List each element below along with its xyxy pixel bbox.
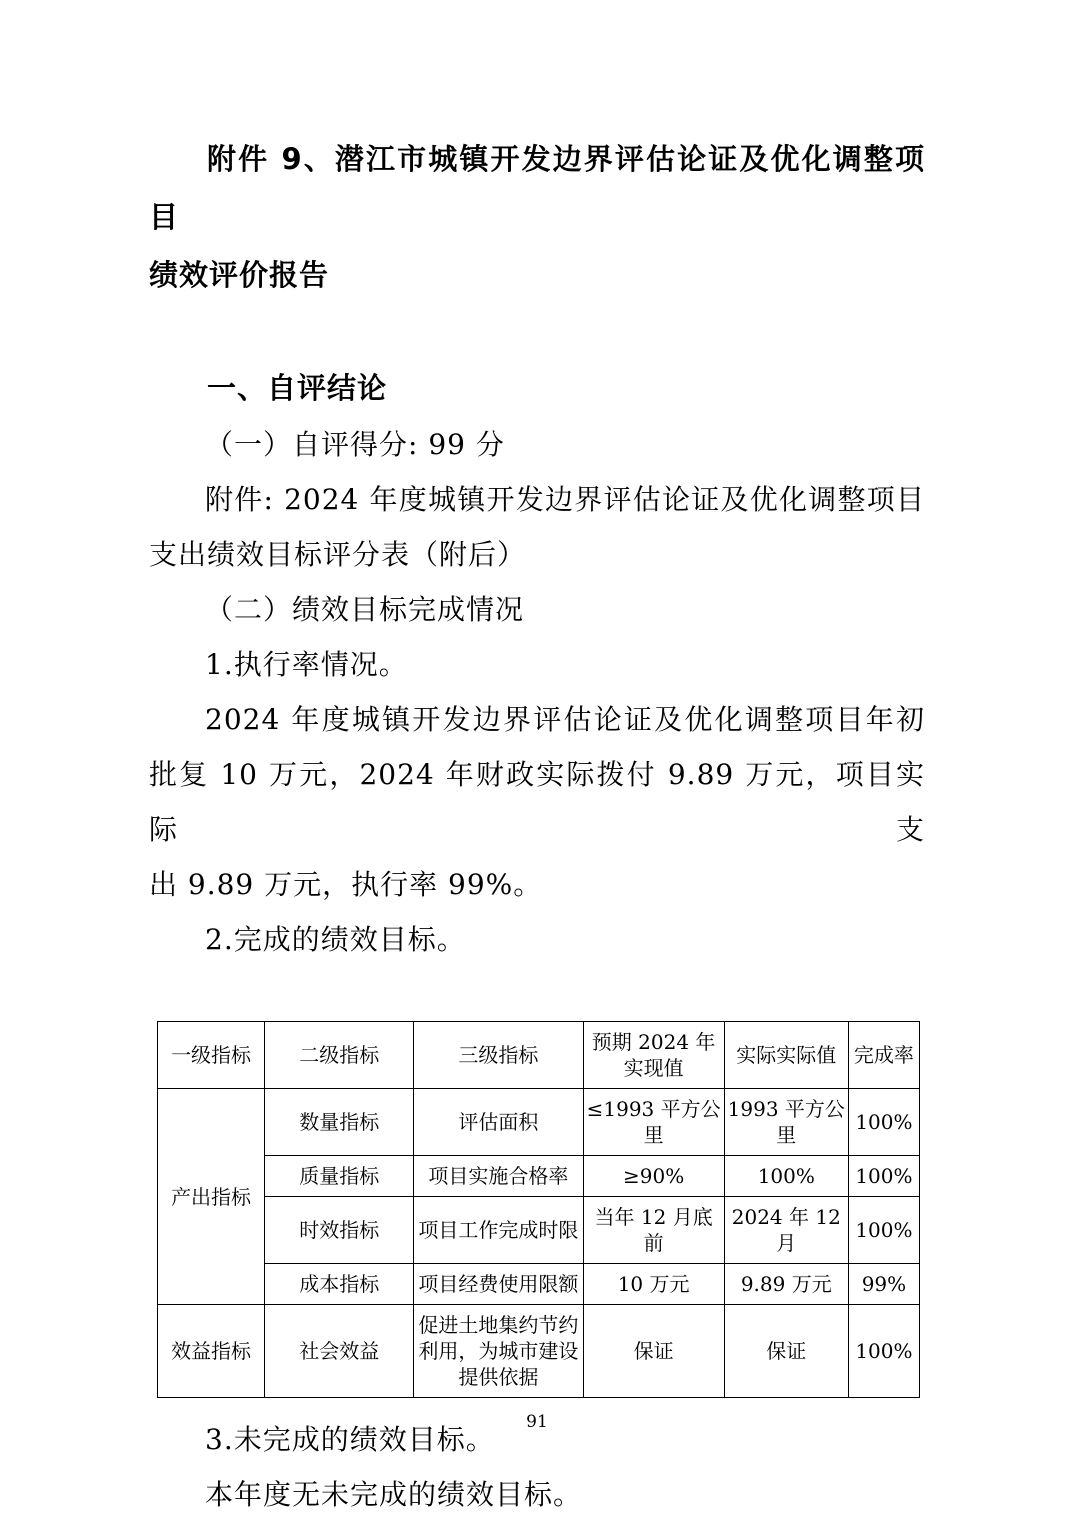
paragraph-execution-line-1: 2024 年度城镇开发边界评估论证及优化调整项目年初 [205, 703, 925, 736]
cell-level3: 项目经费使用限额 [414, 1264, 583, 1305]
cell-level3: 评估面积 [414, 1089, 583, 1156]
cell-rate: 100% [848, 1089, 919, 1156]
cell-level2: 质量指标 [265, 1156, 414, 1197]
paragraph-item1-execution-rate: 1.执行率情况。 [205, 648, 408, 681]
header-cell-actual: 实际实际值 [724, 1022, 848, 1089]
cell-level2: 成本指标 [265, 1264, 414, 1305]
cell-rate: 99% [848, 1264, 919, 1305]
table-row [158, 1156, 920, 1197]
paragraph-unfinished-note: 本年度无未完成的绩效目标。 [205, 1478, 583, 1511]
cell-rate: 100% [848, 1156, 919, 1197]
cell-expected: ≥90% [583, 1156, 724, 1197]
cell-actual: 1993 平方公里 [724, 1089, 848, 1156]
cell-actual: 9.89 万元 [724, 1264, 848, 1305]
header-cell-level1: 一级指标 [158, 1022, 265, 1089]
cell-level2: 数量指标 [265, 1089, 414, 1156]
document-title-line-1: 附件 9、潜江市城镇开发边界评估论证及优化调整项目 [149, 142, 925, 234]
cell-expected: 当年 12 月底前 [583, 1197, 724, 1264]
table-row [158, 1305, 920, 1398]
paragraph-item3-uncompleted-goals: 3.未完成的绩效目标。 [205, 1423, 495, 1456]
performance-indicator-table [157, 1021, 920, 1398]
header-cell-expected: 预期 2024 年实现值 [583, 1022, 724, 1089]
section-heading-goal-completion: （二）绩效目标完成情况 [205, 593, 525, 626]
table-row [158, 1089, 920, 1156]
section-heading-self-evaluation: 一、自评结论 [207, 371, 388, 405]
cell-expected: ≤1993 平方公里 [583, 1089, 724, 1156]
paragraph-self-score: （一）自评得分: 99 分 [205, 428, 505, 461]
cell-actual: 保证 [724, 1305, 848, 1398]
cell-level1-output: 产出指标 [158, 1089, 265, 1305]
paragraph-attachment [149, 472, 925, 582]
document-title [149, 130, 925, 304]
page-number: 91 [526, 1412, 548, 1432]
table-row [158, 1264, 920, 1305]
paragraph-attachment-line-1: 附件: 2024 年度城镇开发边界评估论证及优化调整项目 [205, 483, 925, 516]
paragraph-execution-line-2: 批复 10 万元，2024 年财政实际拨付 9.89 万元，项目实际支 [149, 758, 925, 846]
cell-level2: 社会效益 [265, 1305, 414, 1398]
cell-level3: 项目实施合格率 [414, 1156, 583, 1197]
table-header-row [158, 1022, 920, 1089]
paragraph-attachment-line-2: 支出绩效目标评分表（附后） [149, 538, 527, 571]
cell-actual: 2024 年 12 月 [724, 1197, 848, 1264]
cell-actual: 100% [724, 1156, 848, 1197]
cell-rate: 100% [848, 1305, 919, 1398]
paragraph-execution-line-3: 出 9.89 万元，执行率 99%。 [149, 868, 543, 901]
cell-level3: 促进土地集约节约利用，为城市建设提供依据 [414, 1305, 583, 1398]
cell-level1-benefit: 效益指标 [158, 1305, 265, 1398]
table-row [158, 1197, 920, 1264]
cell-expected: 保证 [583, 1305, 724, 1398]
header-cell-rate: 完成率 [848, 1022, 919, 1089]
cell-expected: 10 万元 [583, 1264, 724, 1305]
paragraph-execution-detail [149, 692, 925, 912]
cell-rate: 100% [848, 1197, 919, 1264]
header-cell-level3: 三级指标 [414, 1022, 583, 1089]
cell-level2: 时效指标 [265, 1197, 414, 1264]
cell-level3: 项目工作完成时限 [414, 1197, 583, 1264]
header-cell-level2: 二级指标 [265, 1022, 414, 1089]
document-title-line-2: 绩效评价报告 [149, 258, 330, 292]
paragraph-item2-completed-goals: 2.完成的绩效目标。 [205, 923, 466, 956]
